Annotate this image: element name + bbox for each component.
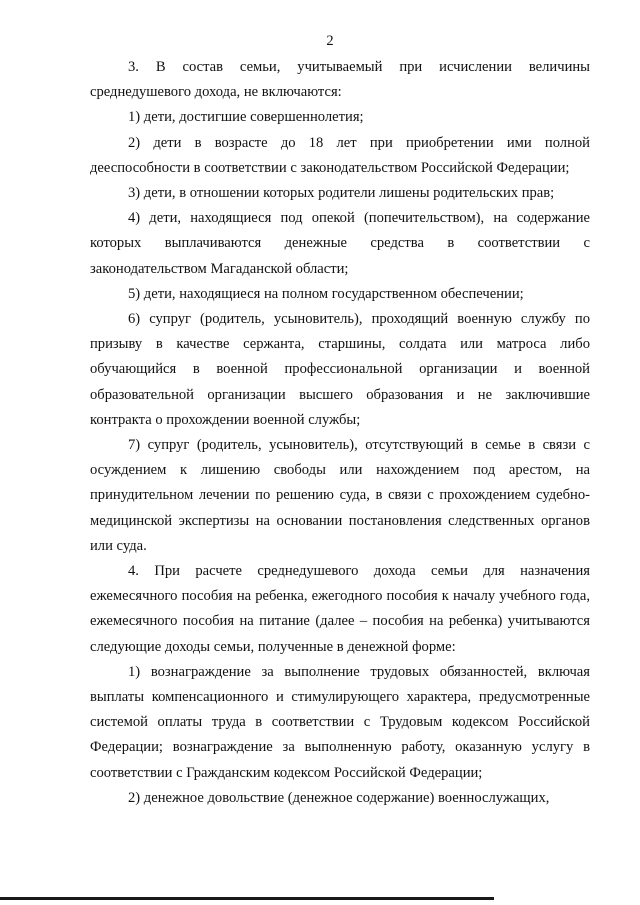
paragraph-item-4-header: 4. При расчете среднедушевого дохода семьи для назначения ежемесячного пособия на ребенка, ежегодного пособия к началу учебного года, ежемесячного пособия на питание (далее – пособия на ребенка) учитываются следующие доходы семьи, полученные в денежной форме:: [90, 563, 590, 655]
paragraph-item-4-subitem-1: 1) вознаграждение за выполнение трудовых обязанностей, включая выплаты компенсационного и стимулирующего характера, предусмотренные системой оплаты труда в соответствии с Трудовым кодексом Российской Федерации; вознаграждение за выполненную работу, оказанную услугу в соответствии с Гражданским кодексом Российской Федерации;: [90, 663, 590, 781]
paragraph-subitem-6: 6) супруг (родитель, усыновитель), проходящий военную службу по призыву в качестве сержанта, старшины, солдата или матроса либо обучающийся в военной профессиональной организации и военной образовательной организации высшего образования и не заключившие контракта о прохождении военной службы;: [90, 311, 590, 428]
paragraph-item-4-subitem-2: 2) денежное довольствие (денежное содержание) военнослужащих,: [128, 789, 550, 806]
paragraph-item-3-header: 3. В состав семьи, учитываемый при исчислении величины среднедушевого дохода, не включаются:: [90, 59, 590, 101]
paragraph-subitem-4: 4) дети, находящиеся под опекой (попечительством), на содержание которых выплачиваются денежные средства в соответствии с законодательством Магаданской области;: [90, 210, 590, 277]
paragraph-subitem-1: 1) дети, достигшие совершеннолетия;: [128, 109, 364, 126]
paragraph-subitem-3: 3) дети, в отношении которых родители лишены родительских прав;: [128, 185, 555, 202]
paragraph-subitem-7: 7) супруг (родитель, усыновитель), отсутствующий в семье в связи с осуждением к лишению свободы или нахождением под арестом, на принудительном лечении по решению суда, в связи с прохождением судебно-медицинской экспертизы на основании постановления следственных органов или суда.: [90, 437, 590, 554]
paragraph-subitem-2: 2) дети в возрасте до 18 лет при приобретении ими полной дееспособности в соответствии с законодательством Российской Федерации;: [90, 134, 590, 176]
bottom-divider-line: [0, 897, 494, 900]
paragraph-subitem-5: 5) дети, находящиеся на полном государственном обеспечении;: [128, 285, 524, 302]
document-body: [90, 55, 590, 811]
page-number: 2: [326, 33, 334, 49]
